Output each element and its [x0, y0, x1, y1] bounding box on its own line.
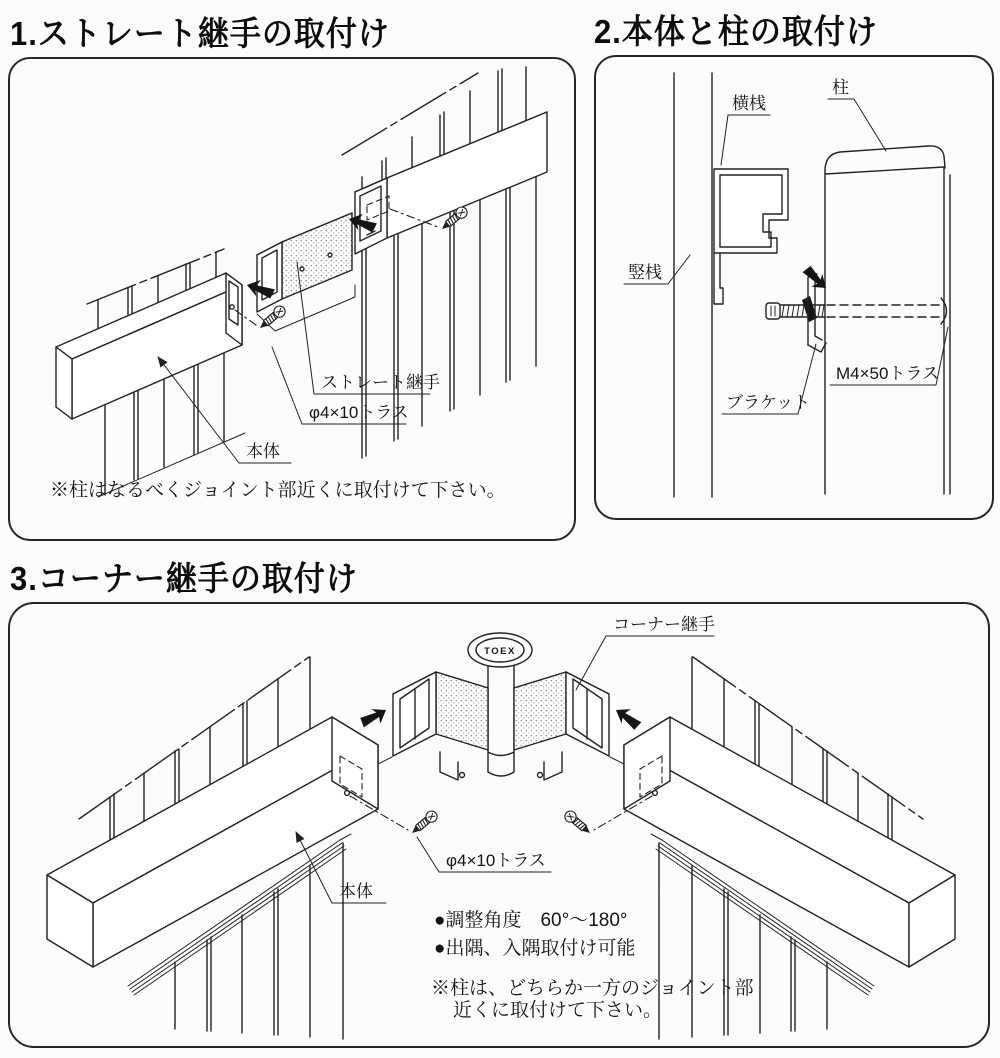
- bolt-threads: [782, 305, 824, 317]
- truss-screw-icon: [563, 809, 594, 838]
- label-pillar: 柱: [832, 78, 849, 97]
- latch-clip: [440, 752, 458, 780]
- label-m4-screw: M4×50トラス: [836, 364, 939, 383]
- section2-panel: [594, 55, 994, 520]
- latch-clip: [544, 752, 562, 780]
- straight-joint-diagram: [10, 59, 573, 538]
- vertical-rail: [674, 73, 712, 497]
- bullet-corner-mount: ●出隅、入隅取付け可能: [434, 938, 636, 959]
- label-straight-joint: ストレート継手: [321, 373, 440, 392]
- pillar: [825, 146, 950, 494]
- label-bracket: ブラケット: [726, 393, 811, 412]
- logo-text: TOEX: [484, 646, 516, 657]
- insert-arrow-icon: [358, 703, 391, 732]
- label-horizontal-rail: 横桟: [732, 94, 766, 113]
- corner-joint-diagram: [10, 604, 987, 1045]
- section1-heading: 1.ストレート継手の取付け: [10, 14, 390, 53]
- section2-heading: 2.本体と柱の取付け: [594, 12, 878, 51]
- section3-panel: [8, 602, 990, 1048]
- joint-left-side-face: [436, 672, 488, 750]
- assembly-path-line: [378, 757, 624, 764]
- bolt: [766, 296, 947, 324]
- leader-corner-joint: [576, 636, 714, 690]
- bolt-head: [766, 303, 780, 319]
- joint-side-face: [282, 213, 352, 299]
- label-body: 本体: [246, 442, 280, 461]
- clip-screw: [460, 773, 465, 778]
- section1-panel: [8, 57, 576, 541]
- joint-open-end: [257, 242, 282, 312]
- panel3-note-line1: ※柱は、どちらか一方のジョイント部: [431, 978, 754, 999]
- label-truss-screw: φ4×10トラス: [446, 851, 546, 870]
- label-corner-joint: コーナー継手: [613, 615, 715, 634]
- fence-right: [342, 67, 547, 458]
- fence-left: [56, 249, 256, 497]
- rail-side-face: [387, 112, 547, 238]
- clip-screw: [538, 773, 543, 778]
- label-vertical-rail: 竪桟: [628, 263, 662, 282]
- label-truss-screw: φ4×10トラス: [309, 403, 409, 422]
- fence-left: [47, 657, 408, 1039]
- leader-hashira: [828, 99, 886, 151]
- panel3-note-line2: 近くに取付けて下さい。: [453, 1000, 663, 1021]
- hinge-cylinder: [488, 666, 514, 776]
- horizontal-rail-profile: [714, 169, 788, 304]
- rail-left-cap: [56, 347, 72, 419]
- panel1-note: ※柱はなるべくジョイント部近くに取付けて下さい。: [50, 480, 506, 501]
- bullet-adjust-angle: ●調整角度 60°～180°: [434, 910, 628, 931]
- insert-arrow-icon: [611, 703, 644, 732]
- leader-yokozan: [721, 115, 770, 165]
- truss-screw-icon: [408, 809, 439, 838]
- section3-heading: 3.コーナー継手の取付け: [10, 559, 358, 598]
- pillar-diagram: [596, 57, 991, 517]
- label-body: 本体: [339, 882, 373, 901]
- joint-right-side-face: [514, 672, 566, 750]
